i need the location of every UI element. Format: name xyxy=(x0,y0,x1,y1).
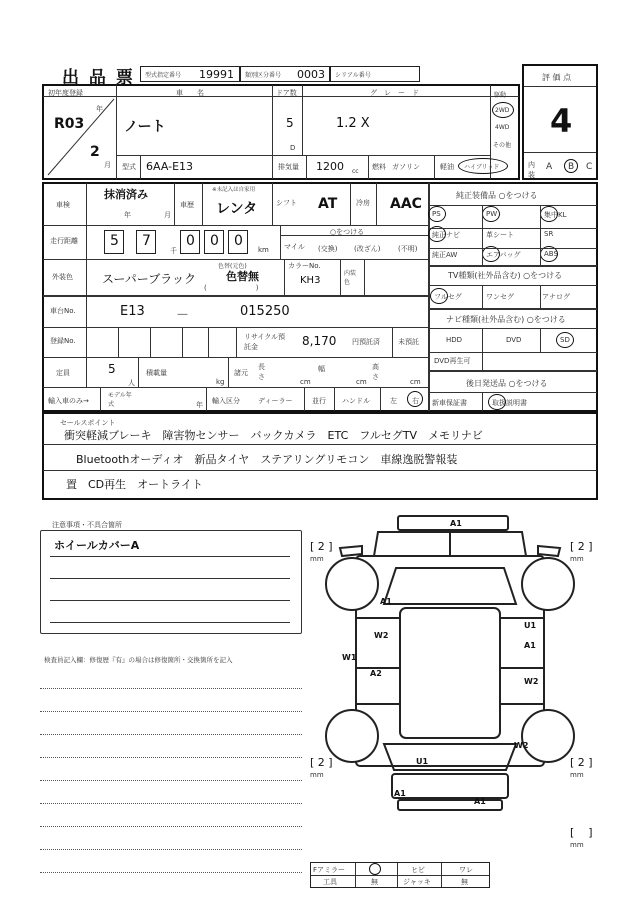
equipment-aw: 純正AW xyxy=(432,251,458,259)
chassis-prefix: E13 xyxy=(120,304,145,319)
dmg-a1-left-front: A1 xyxy=(380,597,392,606)
mileage-digit xyxy=(104,230,124,254)
mileage-digit-value: 0 xyxy=(234,233,243,249)
grid-line xyxy=(429,228,597,229)
equipment-ps: PS xyxy=(432,210,441,218)
mileage-thousand: 千 xyxy=(170,247,177,255)
displacement-label: 排気量 xyxy=(278,163,299,171)
grid-line xyxy=(429,248,597,249)
grade-value: 1.2 X xyxy=(336,116,370,131)
mileage-digit xyxy=(180,230,200,254)
dmg-a1-rear: A1 xyxy=(394,789,406,798)
chassis-number: 015250 xyxy=(240,304,290,319)
crack-label: ヒビ xyxy=(411,866,425,874)
model-cert-box xyxy=(140,66,240,82)
tire-rr-unit: mm xyxy=(570,771,584,779)
dmg-a1-front: A1 xyxy=(450,519,462,528)
handle-right-circle xyxy=(407,391,423,407)
import-class-label: 輸入区分 xyxy=(212,397,240,405)
chassis-dash: － xyxy=(176,308,190,323)
tire-fr-unit: mm xyxy=(570,555,584,563)
interior-color-label: 内装色 xyxy=(344,270,357,286)
tire-fr-value: 2 xyxy=(577,540,585,553)
year-unit: 年 xyxy=(96,105,103,113)
model-year-label: モデル年式 xyxy=(108,392,132,408)
grid-line xyxy=(482,205,483,265)
tire-depth-rr: [ 2 ] mm xyxy=(570,756,593,779)
interior-c: C xyxy=(586,162,593,172)
equipment-oneseg: ワンセグ xyxy=(486,293,514,301)
tire-depth-fl: [ 2 ] mm xyxy=(310,540,333,563)
glass-tools-table xyxy=(310,862,490,888)
doors-label: ドア数 xyxy=(276,89,297,97)
interior-b-circle xyxy=(564,159,578,173)
drive-2wd: 2WD xyxy=(495,107,510,114)
grid-line xyxy=(482,392,483,411)
car-damage-diagram xyxy=(300,508,600,828)
dmg-u1-bottom: U1 xyxy=(416,757,429,766)
dmg-a1-right: A1 xyxy=(524,641,536,650)
inspection-month-unit: 月 xyxy=(164,211,171,219)
notes-line1: ホイールカバーA xyxy=(54,539,140,552)
color-no-label: カラーNo. xyxy=(288,262,321,270)
color-change-value: 色替無 xyxy=(226,270,259,283)
dmg-a2-left: A2 xyxy=(370,669,382,678)
import-label: 輸入車のみ→ xyxy=(48,397,89,405)
dmg-u1-right: U1 xyxy=(524,621,537,630)
exterior-color-label: 外装色 xyxy=(52,273,73,281)
history-value: レンタ xyxy=(216,201,258,217)
parallel-label: 並行 xyxy=(312,397,326,405)
height-unit: cm xyxy=(410,378,421,386)
tire-fl-value: 2 xyxy=(317,540,325,553)
first-reg-year: R03 xyxy=(54,116,85,132)
tire-depth-spare: [ ] mm xyxy=(570,826,593,849)
mileage-label: 走行距離 xyxy=(50,237,78,245)
color-change-label: 色替(元色) xyxy=(218,263,247,270)
tools-value: 無 xyxy=(371,878,378,886)
first-reg-label: 初年度登録 xyxy=(48,89,83,97)
doors-value: 5 xyxy=(286,116,294,130)
month-unit: 月 xyxy=(104,161,111,169)
car-name-label: 車 名 xyxy=(176,89,204,97)
equipment-kl-circle xyxy=(540,206,558,222)
recycle-label: リサイクル預託金 xyxy=(244,333,286,351)
dmg-a1-rear2: A1 xyxy=(474,797,486,806)
ac-value: AAC xyxy=(390,196,422,212)
tire-rr-value: 2 xyxy=(577,756,585,769)
drive-2wd-circle xyxy=(492,102,514,118)
handle-label: ハンドル xyxy=(342,397,370,405)
recycle-value: 8,170 xyxy=(302,334,337,348)
mirror-label: Fアミラー xyxy=(313,866,346,874)
dims-label: 諸元 xyxy=(234,369,248,377)
evaluation-score-box xyxy=(522,64,598,180)
equipment-nav: 純正ナビ xyxy=(432,231,460,239)
mileage-mark-label: ○をつける xyxy=(330,228,365,236)
selling-points-label: セールスポイント xyxy=(60,419,116,427)
page-title: 出 品 票 xyxy=(62,68,135,88)
inspection-value: 抹消済み xyxy=(104,188,148,201)
tire-depth-rl: [ 2 ] mm xyxy=(310,756,333,779)
model-type-value: 6AA-E13 xyxy=(146,160,194,173)
grid-line xyxy=(540,328,541,352)
shift-label: シフト xyxy=(276,199,297,207)
capacity-label: 定員 xyxy=(56,369,70,377)
inspector-line xyxy=(40,803,302,804)
equipment-analog: アナログ xyxy=(542,293,570,301)
serial-label: シリアル番号 xyxy=(335,72,371,79)
selling-points-line2: Bluetoothオーディオ 新品タイヤ ステアリングリモコン 車線逸脱警報装 xyxy=(76,453,458,466)
inspector-line xyxy=(40,780,302,781)
serial-box xyxy=(330,66,420,82)
dealer-label: ディーラー xyxy=(258,397,293,405)
drive-4wd: 4WD xyxy=(495,124,510,131)
color-change-parens: ( ) xyxy=(204,284,259,292)
color-no-value: KH3 xyxy=(300,275,321,286)
equipment-sr: SR xyxy=(544,230,554,238)
height-label: 高さ xyxy=(372,363,379,381)
equipment-manual: 取扱説明書 xyxy=(492,399,527,407)
handle-right: 右 xyxy=(412,397,419,405)
equipment-hdd: HDD xyxy=(446,336,463,344)
handle-left: 左 xyxy=(390,397,397,405)
tire-depth-fr: [ 2 ] mm xyxy=(570,540,593,563)
load-label: 積載量 xyxy=(146,369,167,377)
selling-points-line1: 衝突軽減ブレーキ 障害物センサー バックカメラ ETC フルセグTV メモリナビ xyxy=(64,429,483,442)
inspector-line xyxy=(40,872,302,873)
tire-fl-unit: mm xyxy=(310,555,324,563)
equipment-dvd: DVD xyxy=(506,336,522,344)
jack-value: 無 xyxy=(461,878,468,886)
tv-type-title: TV種類(社外品含む) ○をつける xyxy=(448,271,563,280)
selling-points-line3: 置 CD再生 オートライト xyxy=(66,478,203,491)
mileage-unit: km xyxy=(258,246,269,254)
capacity-unit: 人 xyxy=(128,379,135,387)
fuel-hybrid-circle xyxy=(458,158,508,174)
chassis-label: 車台No. xyxy=(50,307,76,315)
modified-label: (改ざん) xyxy=(354,245,381,253)
equipment-pw-circle xyxy=(482,206,500,222)
grid-line xyxy=(540,285,541,308)
fuel-label: 燃料 xyxy=(372,163,386,171)
inspector-line xyxy=(40,849,302,850)
inspector-line xyxy=(40,826,302,827)
equipment-warranty: 新車保証書 xyxy=(432,399,467,407)
grid-line xyxy=(482,328,483,352)
class-box xyxy=(240,66,330,82)
ac-label: 冷房 xyxy=(356,199,370,207)
equipment-manual-circle xyxy=(488,394,506,410)
tire-rl-unit: mm xyxy=(310,771,324,779)
length-unit: cm xyxy=(300,378,311,386)
doors-unit: D xyxy=(290,144,296,152)
equipment-fullseg: フルセグ xyxy=(434,293,462,301)
class-label: 類別区分番号 xyxy=(245,72,282,79)
recycle-unpaid: 未預託 xyxy=(398,338,419,346)
inspection-year-unit: 年 xyxy=(124,211,131,219)
evaluation-score-label: 評 価 点 xyxy=(542,73,572,82)
inspector-line xyxy=(40,711,302,712)
grid-line xyxy=(482,285,483,308)
mileage-digit xyxy=(228,230,248,254)
capacity-value: 5 xyxy=(108,362,116,376)
equipment-abs: ABS xyxy=(544,250,558,258)
unknown-label: (不明) xyxy=(398,245,418,253)
recycle-unit: 円預託済 xyxy=(352,338,380,346)
inspector-line xyxy=(40,757,302,758)
grade-label: グ レ ー ド xyxy=(370,89,419,97)
replaced-label: (交換) xyxy=(318,245,338,253)
docs-title: 後日発送品 ○をつける xyxy=(466,379,548,388)
mileage-digit-value: 7 xyxy=(142,233,151,249)
genuine-equipment-title: 純正装備品 ○をつける xyxy=(456,191,538,200)
interior-grade-label: 内装 xyxy=(528,161,535,179)
tire-spare-unit: mm xyxy=(570,841,584,849)
drive-label: 駆動 xyxy=(494,92,507,99)
equipment-pw: PW xyxy=(486,210,498,218)
equipment-ps-circle xyxy=(428,206,446,222)
evaluation-score-value: 4 xyxy=(550,102,573,140)
load-unit: kg xyxy=(216,378,225,386)
dmg-w1-left: W1 xyxy=(342,653,357,662)
reg-no-label: 登録No. xyxy=(50,337,76,345)
dmg-w2-rear: W2 xyxy=(514,741,529,750)
fuel-gasoline: ガソリン xyxy=(392,163,420,171)
interior-a: A xyxy=(546,162,553,172)
car-name-value: ノート xyxy=(124,119,166,135)
shift-value: AT xyxy=(318,196,338,212)
dmg-w2-right: W2 xyxy=(524,677,539,686)
model-cert-value: 19991 xyxy=(199,68,234,81)
displacement-unit: cc xyxy=(352,168,359,175)
displacement-value: 1200 xyxy=(316,160,344,173)
grid-line xyxy=(540,205,541,265)
equipment-leather: 革シート xyxy=(486,231,514,239)
tools-label: 工具 xyxy=(323,878,337,886)
history-note: ※未記入は自家用 xyxy=(212,187,256,193)
width-unit: cm xyxy=(356,378,367,386)
mileage-digit-value: 0 xyxy=(186,233,195,249)
equipment-sd: SD xyxy=(560,336,570,344)
drive-other: その他 xyxy=(493,142,512,149)
dvd-play-label: DVD再生可 xyxy=(434,357,471,365)
mileage-digit-value: 0 xyxy=(210,233,219,249)
exterior-color-value: スーパーブラック xyxy=(102,272,196,286)
navi-type-title: ナビ種類(社外品含む) ○をつける xyxy=(446,315,566,324)
model-year-unit: 年 xyxy=(196,401,203,409)
fuel-diesel: 軽油 xyxy=(440,163,454,171)
width-label: 幅 xyxy=(318,365,325,373)
break-label: ワレ xyxy=(459,866,473,874)
tire-rl-value: 2 xyxy=(317,756,325,769)
inspection-label: 車検 xyxy=(56,201,70,209)
inspector-line xyxy=(40,688,302,689)
fuel-hybrid: ハイブリッド xyxy=(464,164,500,171)
inspector-line xyxy=(40,734,302,735)
mirror-circle xyxy=(369,863,381,875)
first-reg-month: 2 xyxy=(90,144,100,160)
equipment-fullseg-circle xyxy=(430,288,448,304)
equipment-airbag: エアバッグ xyxy=(486,251,521,259)
mileage-digit xyxy=(204,230,224,254)
class-value: 0003 xyxy=(297,68,325,81)
equipment-sd-circle xyxy=(556,332,574,348)
interior-b: B xyxy=(568,162,575,172)
mileage-digit-value: 5 xyxy=(110,233,119,249)
dmg-w2-left: W2 xyxy=(374,631,389,640)
mileage-digit xyxy=(136,230,156,254)
history-label: 車歴 xyxy=(180,201,194,209)
jack-label: ジャッキ xyxy=(403,878,431,886)
inspector-label: 検査員記入欄：修復歴『有』の場合は修復箇所・交換箇所を記入 xyxy=(44,656,233,664)
notes-label: 注意事項・不具合箇所 xyxy=(52,521,122,529)
length-label: 長さ xyxy=(258,363,265,381)
model-type-label: 型式 xyxy=(122,163,136,171)
mile-label: マイル xyxy=(284,243,305,251)
model-cert-label: 型式指定番号 xyxy=(145,72,182,79)
equipment-kl: 集中KL xyxy=(544,211,567,219)
